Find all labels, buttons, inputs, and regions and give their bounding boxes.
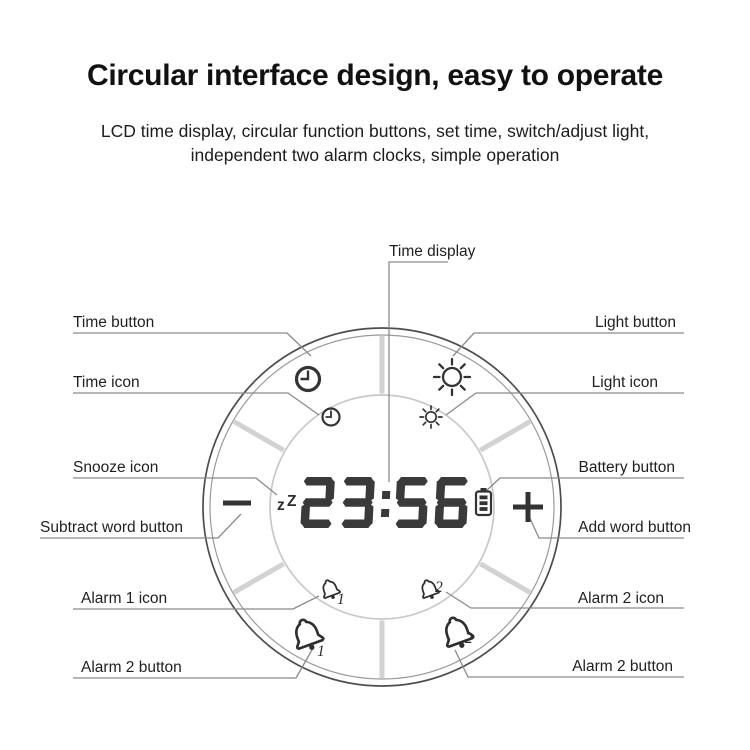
leader-light-icon xyxy=(446,393,684,415)
leader-battery-button xyxy=(486,478,684,491)
label-time-icon: Time icon xyxy=(73,374,140,391)
leader-time-button xyxy=(73,333,311,356)
snooze-z-large: Z xyxy=(287,493,297,510)
label-snooze-icon: Snooze icon xyxy=(73,459,159,476)
label-alarm1-icon: Alarm 1 icon xyxy=(81,590,168,607)
snooze-z-small: z xyxy=(277,497,285,514)
alarm1-button-number: 1 xyxy=(317,643,325,660)
snooze-status-icon xyxy=(277,493,297,514)
label-light-icon: Light icon xyxy=(591,374,658,391)
divider-bottom-right xyxy=(480,564,530,593)
label-time-button: Time button xyxy=(73,314,155,331)
battery-status-icon xyxy=(476,488,491,515)
leader-light-button xyxy=(453,333,684,356)
sun-button-icon xyxy=(434,359,470,395)
alarm2-status-number: 2 xyxy=(435,579,443,596)
alarm1-status-number: 1 xyxy=(337,591,345,608)
leader-snooze-icon xyxy=(73,478,277,495)
subtitle-line-1: LCD time display, circular function buttons, set time, switch/adjust light, xyxy=(100,121,650,141)
light-status-icon xyxy=(420,406,442,428)
time-status-icon xyxy=(323,409,340,426)
divider-bottom-left xyxy=(234,564,284,593)
label-battery-button: Battery button xyxy=(578,459,675,476)
label-light-button: Light button xyxy=(594,314,676,331)
label-add-word-button: Add word button xyxy=(578,519,691,536)
label-subtract-word-button: Subtract word button xyxy=(40,519,184,536)
label-alarm2-button-left: Alarm 2 button xyxy=(81,659,182,676)
page-title: Circular interface design, easy to operate xyxy=(87,59,663,92)
clock-button-icon xyxy=(297,368,320,391)
label-time-display: Time display xyxy=(389,243,476,260)
plus-button-icon xyxy=(513,492,543,522)
subtitle-line-2: independent two alarm clocks, simple operation xyxy=(190,145,560,165)
divider-top-left xyxy=(234,422,284,451)
label-alarm2-icon: Alarm 2 icon xyxy=(577,590,664,607)
alarm2-button-number: 2 xyxy=(465,630,473,647)
leader-time-icon xyxy=(73,393,319,415)
divider-top-right xyxy=(480,422,530,451)
leader-time-display xyxy=(389,262,448,482)
lcd-time-display xyxy=(300,477,469,528)
label-alarm2-button-right: Alarm 2 button xyxy=(572,658,673,675)
